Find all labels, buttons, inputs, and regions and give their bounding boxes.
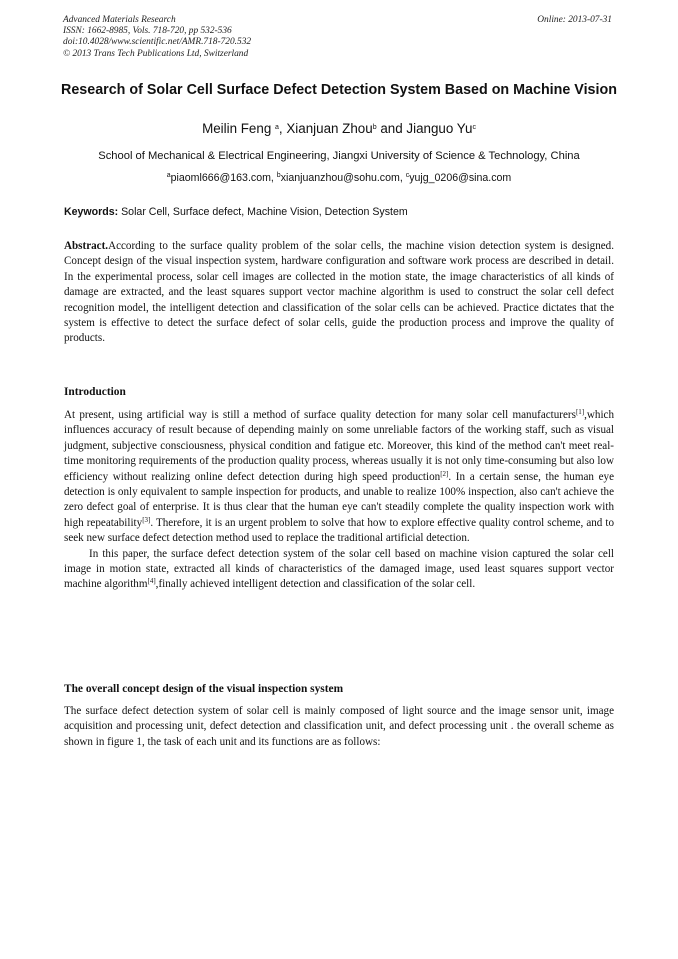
author-3-mark: c [472,124,476,131]
author-2-mark: b [372,124,377,131]
author-3: and Jianguo Yu [376,121,473,136]
journal-name: Advanced Materials Research [63,15,176,25]
author-2: , Xianjuan Zhou [278,121,373,136]
intro-text-1d: . Therefore, it is an urgent problem to solve that how to explore effective quality control scheme, and to seek new surface defect detection method used to replace the traditional artificial detection. [64,516,614,545]
email-1-mark: a [166,172,171,179]
abstract-label: Abstract. [64,240,109,252]
keywords-label: Keywords: [64,206,119,218]
ref-4: [4] [147,577,156,586]
intro-heading: Introduction [64,386,126,398]
abstract-text: According to the surface quality problem of the solar cells, the machine vision detection system is designed. Concept design of the visual inspection system, hardware configuration and software work process are described in detail. In the experimental process, solar cell images are collected in the motion state, the image characteristics of all kinds of damage are extracted, and the least squares support vector machine algorithm is used to construct the solar cell defect recognition model, the intelligent detection and classification of the solar cells can be achieved. Practice dictates that the system is effective to detect the surface defect of solar cells, guide the production process and improve the quality of products. [64,240,614,345]
intro-body [64,408,614,593]
email-1: piaoml666@163.com, [170,172,277,184]
issn-line: ISSN: 1662-8985, Vols. 718-720, pp 532-536 [63,26,232,37]
email-3: yujg_0206@sina.com [409,172,512,184]
abstract [64,239,614,347]
journal-header [63,15,251,60]
intro-text-1a: At present, using artificial way is still a method of surface quality detection for many solar cell manufacturers [64,409,576,421]
author-line [60,121,618,136]
keywords [64,206,408,218]
email-2: xianjuanzhou@sohu.com, [280,172,406,184]
intro-paragraph-2 [64,547,614,593]
paper-title: Research of Solar Cell Surface Defect Detection System Based on Machine Vision [61,82,617,98]
author-1: Meilin Feng [202,121,275,136]
overall-heading: The overall concept design of the visual inspection system [64,683,344,695]
email-2-mark: b [276,172,281,179]
intro-text-1c: . In a certain sense, the human eye detection is only equivalent to sample inspection for products, and unable to realize 100% inspection, also can't achieve the zero defect goal of enterprise. It is thus clear that the human eye can't steadily complete the quality inspection work with high repeatability [64,470,614,529]
intro-text-1b: ,which influences accuracy of result because of depending mainly on some unreliable factors of the working staff, such as visual judgment, subjective consciousness, physical condition and fatigue etc. Moreover, this kind of the method can't meet real-time monitoring requirements of the production quality process, whereas usually it is not only time-consuming but also low efficiency without realizing online defect detection during high speed production [64,409,614,483]
doi-line: doi:10.4028/www.scientific.net/AMR.718-720.532 [63,37,252,48]
intro-paragraph-1 [64,408,614,547]
overall-body [64,704,614,750]
ref-3: [3] [142,515,151,524]
copyright-line: © 2013 Trans Tech Publications Ltd, Switzerland [63,48,249,59]
intro-text-2b: ,finally achieved intelligent detection and classification of the solar cell. [155,578,476,591]
keywords-text: Solar Cell, Surface defect, Machine Vision, Detection System [118,206,408,218]
ref-2: [2] [440,469,449,478]
email-3-mark: c [405,172,410,179]
author-1-mark: a [275,124,279,131]
online-date: Online: 2013-07-31 [537,15,612,25]
overall-paragraph: The surface defect detection system of solar cell is mainly composed of light source and the image sensor unit, image acquisition and processing unit, defect detection and classification unit, and defect processing unit . the overall scheme as shown in figure 1, the task of each unit and its functions are as follows: [64,705,614,748]
affiliation: School of Mechanical & Electrical Engineering, Jiangxi University of Science & Technology, China [98,150,580,162]
ref-1: [1] [575,408,585,416]
intro-text-2a: In this paper, the surface defect detection system of the solar cell based on machine vision captured the solar cell image in motion state, extracted all kinds of characteristics of the damaged image, used least squares support vector machine algorithm [64,547,614,591]
email-line [60,172,618,184]
